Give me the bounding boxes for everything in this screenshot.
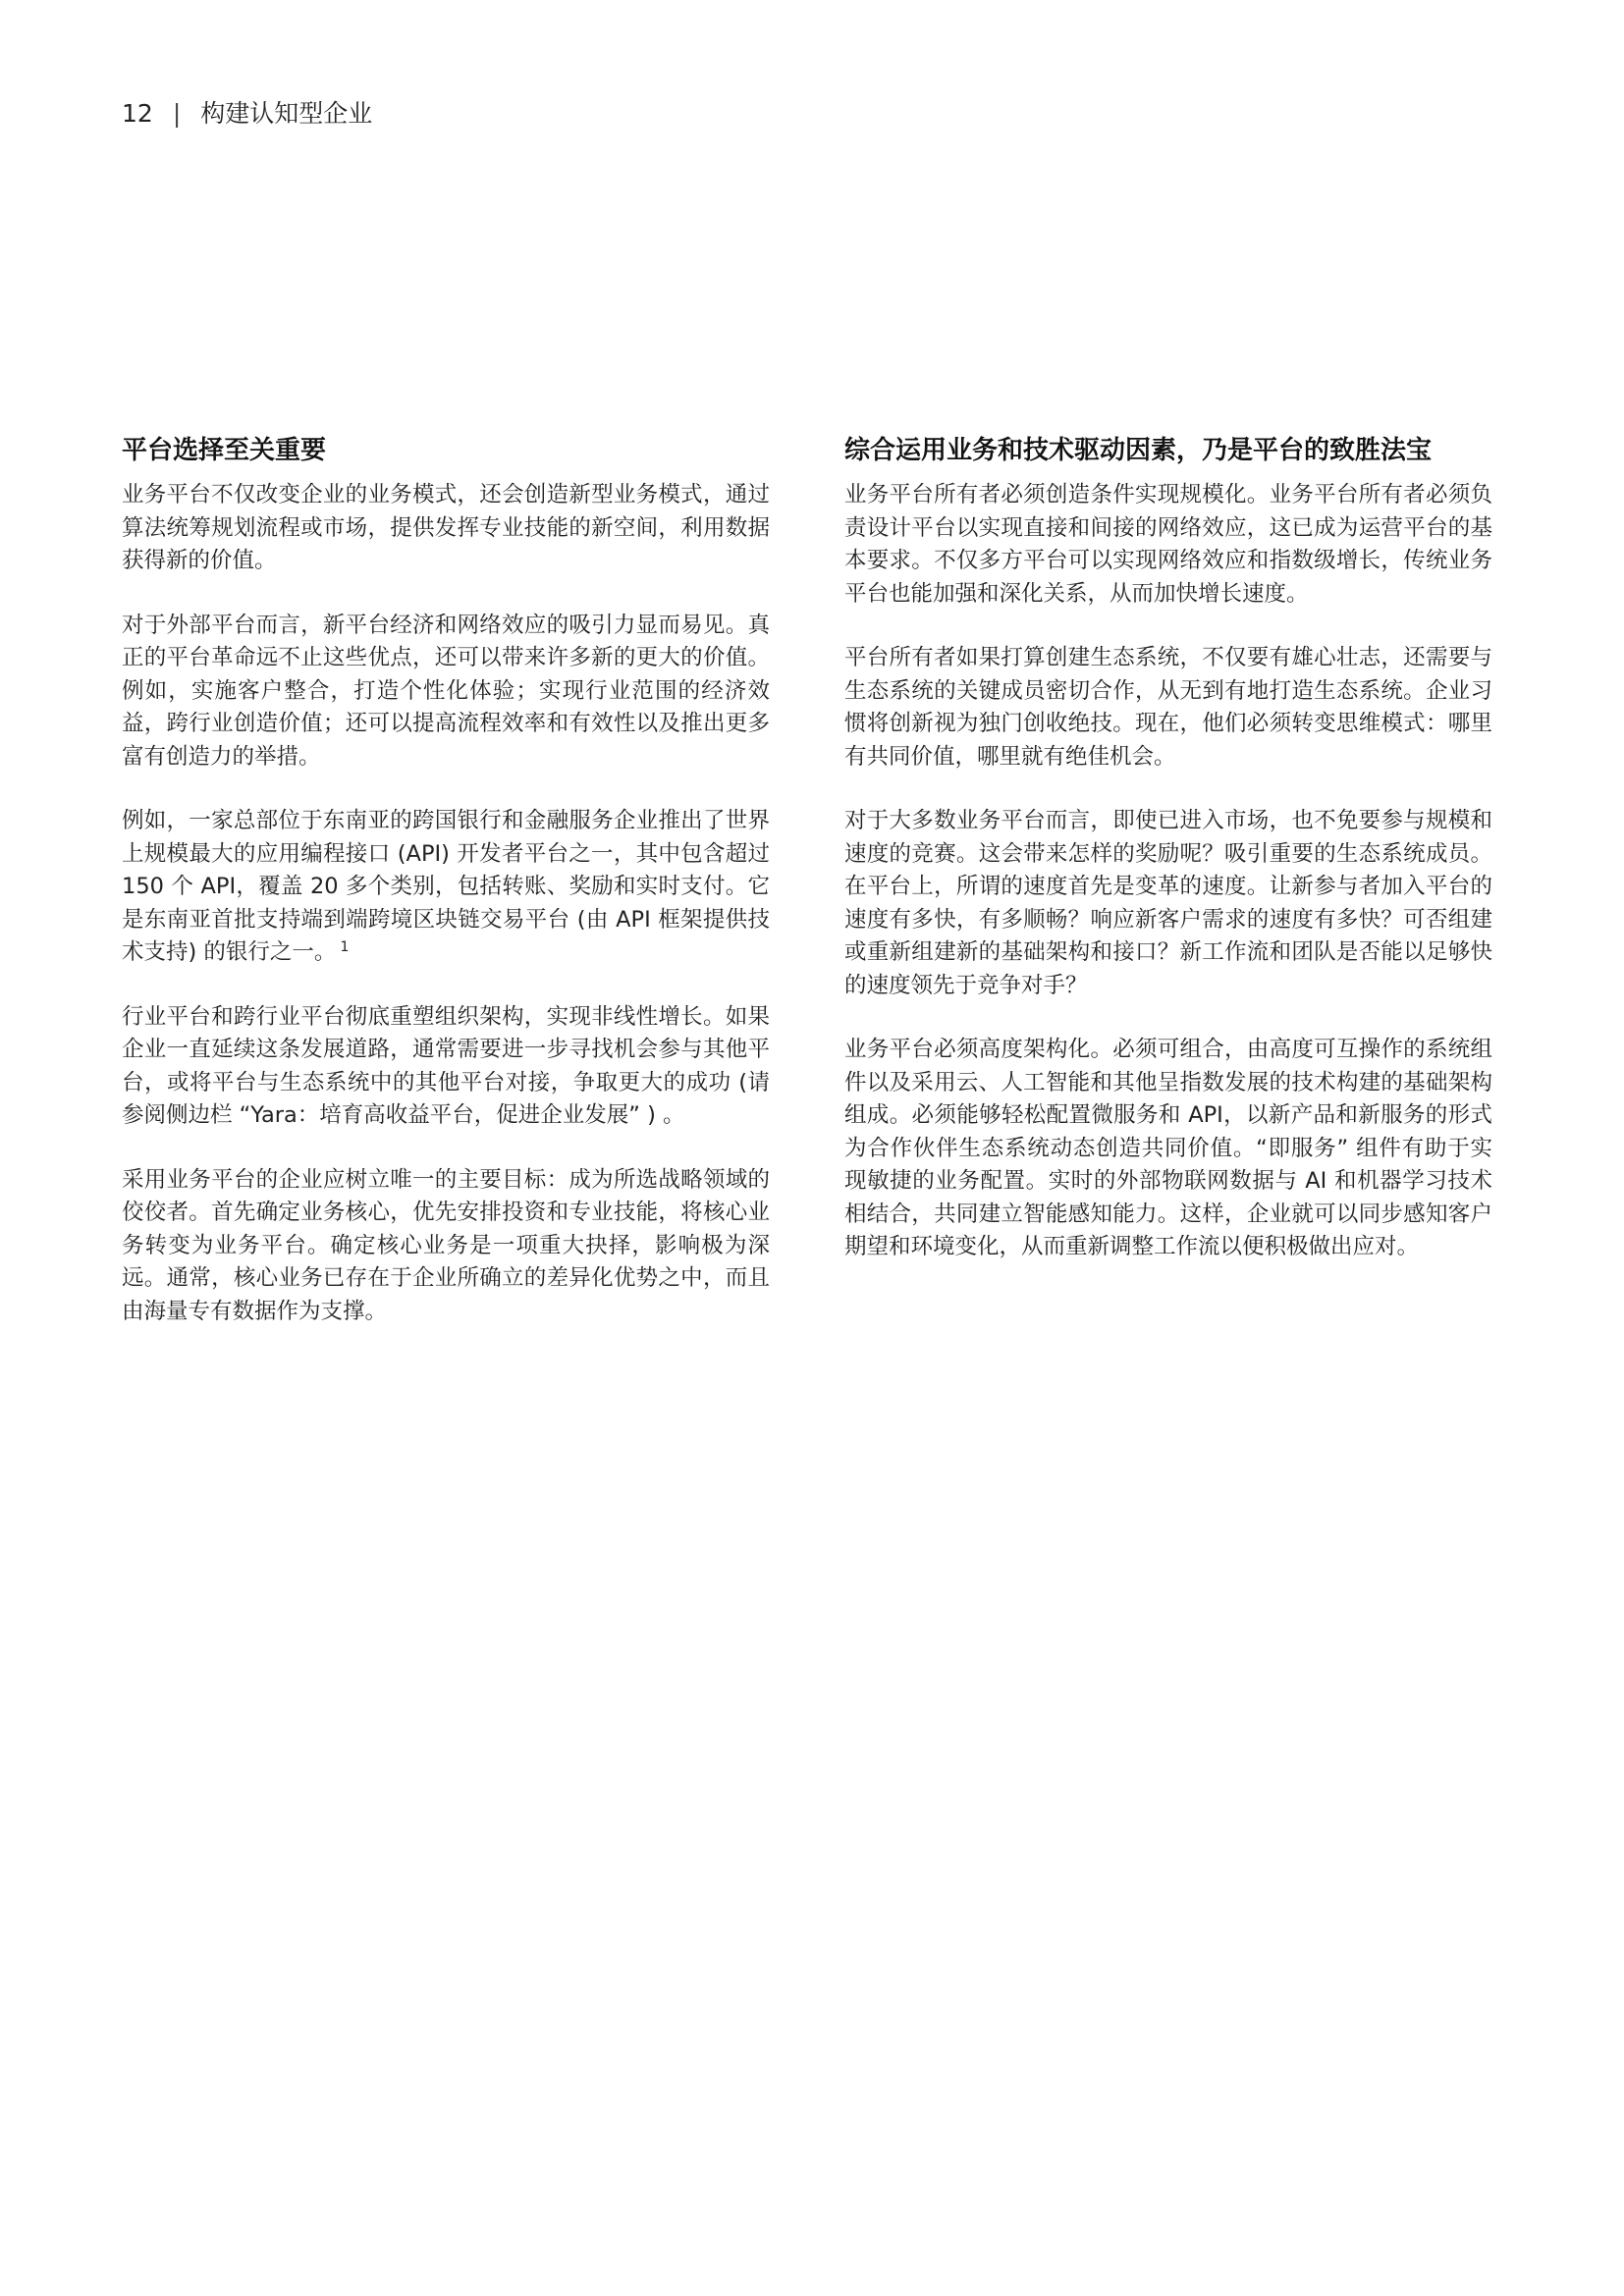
section-heading-business-tech-drivers: 综合运用业务和技术驱动因素，乃是平台的致胜法宝 bbox=[844, 436, 1433, 465]
section-heading-platform-choice: 平台选择至关重要 bbox=[122, 436, 327, 465]
document-title: 构建认知型企业 bbox=[200, 99, 373, 128]
paragraph: 业务平台所有者必须创造条件实现规模化。业务平台所有者必须负责设计平台以实现直接和间接的网络效应，这已成为运营平台的基本要求。不仅多方平台可以实现网络效应和指数级增长，传统业务平台也能加强和深化关系，从而加快增长速度。 bbox=[844, 482, 1492, 607]
paragraph: 采用业务平台的企业应树立唯一的主要目标：成为所选战略领域的佼佼者。首先确定业务核心，优先安排投资和专业技能，将核心业务转变为业务平台。确定核心业务是一项重大抉择，影响极为深远。通常，核心业务已存在于企业所确立的差异化优势之中，而且由海量专有数据作为支撑。 bbox=[122, 1166, 770, 1324]
page-number: 12 bbox=[122, 99, 153, 128]
page-header bbox=[122, 96, 372, 132]
paragraph: 对于外部平台而言，新平台经济和网络效应的吸引力显而易见。真正的平台革命远不止这些优点，还可以带来许多新的更大的价值。例如，实施客户整合，打造个性化体验；实现行业范围的经济效益，跨行业创造价值；还可以提高流程效率和有效性以及推出更多富有创造力的举措。 bbox=[122, 612, 770, 770]
paragraph: 行业平台和跨行业平台彻底重塑组织架构，实现非线性增长。如果企业一直延续这条发展道路，通常需要进一步寻找机会参与其他平台，或将平台与生态系统中的其他平台对接，争取更大的成功 (请参阅侧边栏 “Yara：培育高收益平台，促进企业发展” ) 。 bbox=[122, 1003, 770, 1128]
paragraph: 平台所有者如果打算创建生态系统，不仅要有雄心壮志，还需要与生态系统的关键成员密切合作，从无到有地打造生态系统。企业习惯将创新视为独门创收绝技。现在，他们必须转变思维模式：哪里有共同价值，哪里就有绝佳机会。 bbox=[844, 645, 1492, 770]
paragraph: 对于大多数业务平台而言，即使已进入市场，也不免要参与规模和速度的竞赛。这会带来怎样的奖励呢？吸引重要的生态系统成员。在平台上，所谓的速度首先是变革的速度。让新参与者加入平台的速度有多快，有多顺畅？响应新客户需求的速度有多快？可否组建或重新组建新的基础架构和接口？新工作流和团队是否能以足够快的速度领先于竞争对手？ bbox=[844, 808, 1492, 998]
header-separator: | bbox=[172, 99, 182, 128]
paragraph: 业务平台不仅改变企业的业务模式，还会创造新型业务模式，通过算法统筹规划流程或市场，提供发挥专业技能的新空间，利用数据获得新的价值。 bbox=[122, 482, 770, 573]
paragraph: 业务平台必须高度架构化。必须可组合，由高度可互操作的系统组件以及采用云、人工智能和其他呈指数发展的技术构建的基础架构组成。必须能够轻松配置微服务和 API，以新产品和新服务的形式为合作伙伴生态系统动态创造共同价值。“即服务” 组件有助于实现敏捷的业务配置。实时的外部物联网数据与 AI 和机器学习技术相结合，共同建立智能感知能力。这样，企业就可以同步感知客户期望和环境变化，从而重新调整工作流以便积极做出应对。 bbox=[844, 1037, 1492, 1259]
footnote-marker[interactable]: 1 bbox=[340, 938, 350, 955]
paragraph-text: 例如，一家总部位于东南亚的跨国银行和金融服务企业推出了世界上规模最大的应用编程接口 (API) 开发者平台之一，其中包含超过 150 个 API，覆盖 20 多个类别，包括转账、奖励和实时支付。它是东南亚首批支持端到端跨境区块链交易平台 (由 API 框架提供技术支持) 的银行之一。 bbox=[122, 808, 770, 965]
left-column bbox=[122, 432, 770, 1360]
paragraph-with-footnote bbox=[122, 805, 770, 970]
right-column bbox=[844, 432, 1492, 1296]
